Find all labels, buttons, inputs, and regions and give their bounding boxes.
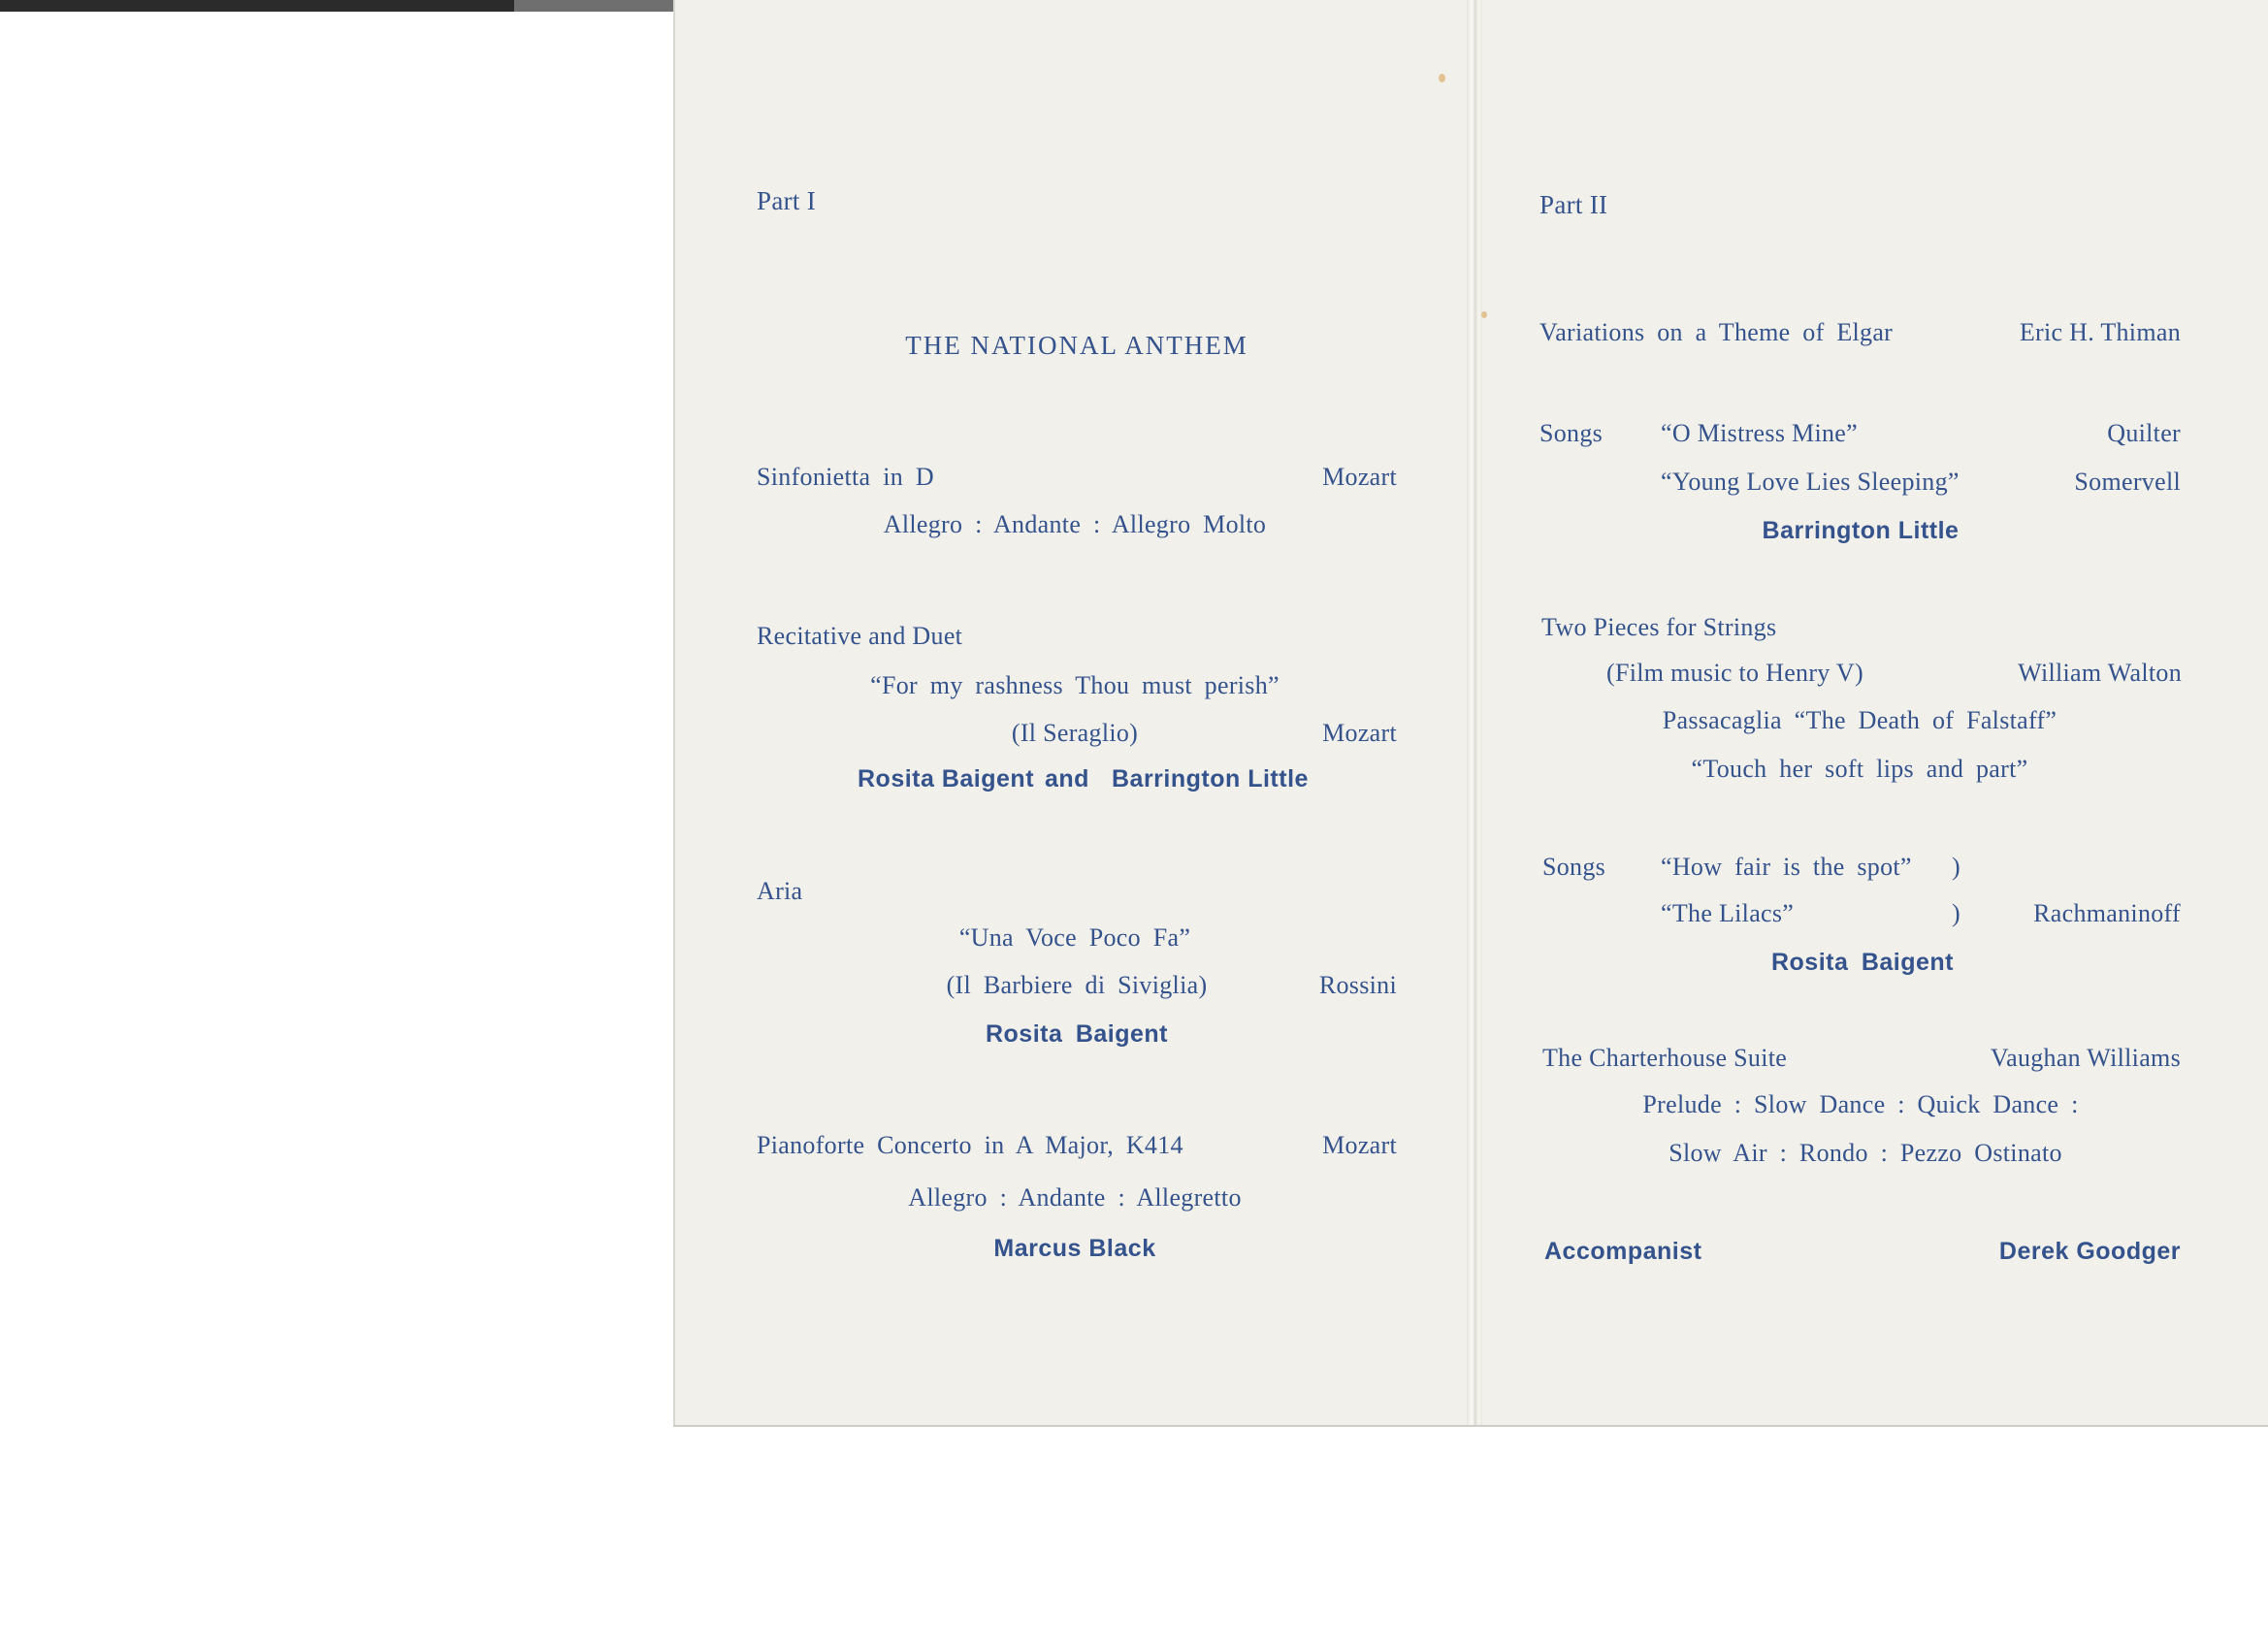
performer-conjunction: and (1045, 765, 1089, 792)
item-song: “O Mistress Mine” (1661, 419, 1858, 447)
paper-spot (1439, 74, 1445, 82)
item-composer: Eric H. Thiman (2019, 318, 2181, 346)
song-bracket: ) (1952, 899, 1960, 927)
performer-name: Barrington Little (1112, 765, 1309, 792)
performer-name: Marcus Black (993, 1235, 1156, 1262)
item-title: The Charterhouse Suite (1542, 1044, 1788, 1072)
item-composer: Somervell (2074, 468, 2181, 496)
item-opera: (Il Barbiere di Siviglia) (946, 971, 1208, 999)
item-composer: William Walton (2018, 659, 2182, 687)
item-movements: Prelude : Slow Dance : Quick Dance : (1642, 1090, 2079, 1118)
item-piece: Passacaglia “The Death of Falstaff” (1662, 706, 2057, 734)
item-title: Sinfonietta in D (757, 463, 934, 491)
item-composer: Rossini (1318, 971, 1397, 999)
accompanist-name: Derek Goodger (1998, 1238, 2181, 1265)
item-title: Recitative and Duet (757, 622, 963, 650)
item-song: “Una Voce Poco Fa” (958, 923, 1191, 952)
item-composer: Rachmaninoff (2033, 899, 2181, 927)
item-title: Pianoforte Concerto in A Major, K414 (757, 1131, 1183, 1159)
item-song: “For my rashness Thou must perish” (870, 671, 1280, 699)
item-movements: Slow Air : Rondo : Pezzo Ostinato (1669, 1139, 2062, 1167)
page-fold (1467, 0, 1482, 1426)
scan-edge-grey (514, 0, 675, 12)
songs-label: Songs (1542, 853, 1606, 881)
performer-name: Rosita Baigent (858, 765, 1035, 792)
item-title: Aria (757, 877, 803, 905)
item-composer: Quilter (2107, 419, 2181, 447)
performer-name: Rosita Baigent (1770, 949, 1955, 976)
item-composer: Vaughan Williams (1990, 1044, 2181, 1072)
item-opera: (Il Seraglio) (1011, 719, 1139, 747)
item-composer: Mozart (1322, 719, 1397, 747)
performer-name: Rosita Baigent (985, 1020, 1169, 1048)
paper-spot (1481, 311, 1487, 318)
songs-label: Songs (1539, 419, 1604, 447)
national-anthem: THE NATIONAL ANTHEM (905, 331, 1248, 360)
item-song: “The Lilacs” (1661, 899, 1795, 927)
part-two-heading: Part II (1539, 190, 1608, 219)
item-title: Variations on a Theme of Elgar (1539, 318, 1894, 346)
part-one-heading: Part I (757, 186, 817, 215)
item-composer: Mozart (1322, 1131, 1397, 1159)
song-bracket: ) (1952, 853, 1960, 881)
performer-name: Barrington Little (1762, 517, 1960, 544)
item-piece: “Touch her soft lips and part” (1691, 755, 2028, 783)
card-bottom-edge (673, 1425, 2268, 1427)
scan-edge-dark (0, 0, 514, 12)
accompanist-label: Accompanist (1544, 1238, 1702, 1265)
item-movements: Allegro : Andante : Allegro Molto (883, 510, 1267, 538)
item-composer: Mozart (1322, 463, 1397, 491)
item-movements: Allegro : Andante : Allegretto (908, 1183, 1242, 1212)
item-title: Two Pieces for Strings (1541, 613, 1777, 641)
item-song: “Young Love Lies Sleeping” (1661, 468, 1960, 496)
item-song: “How fair is the spot” (1661, 853, 1912, 881)
item-subtitle: (Film music to Henry V) (1606, 659, 1863, 687)
